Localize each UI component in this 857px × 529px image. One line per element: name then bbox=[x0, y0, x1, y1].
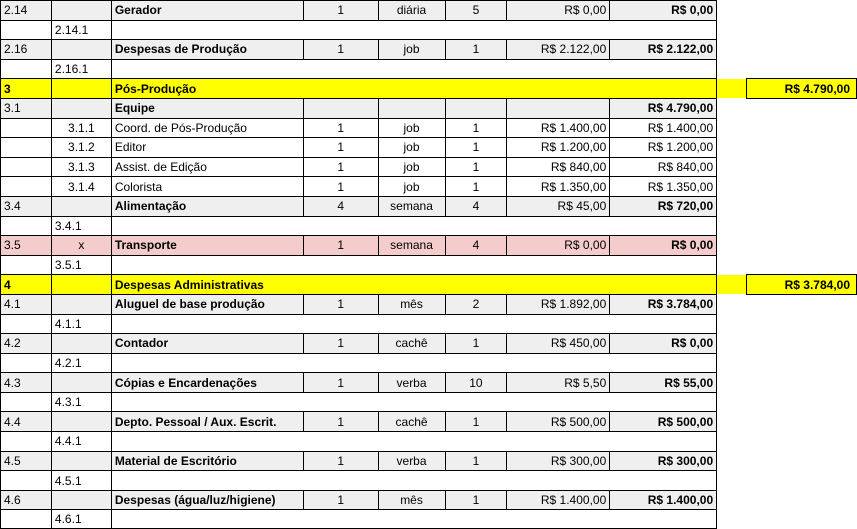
table-row bbox=[1, 432, 857, 452]
table-row bbox=[1, 373, 857, 393]
description-cell[interactable]: Aluguel de base produção bbox=[111, 294, 303, 314]
quantity-cell[interactable] bbox=[303, 98, 378, 118]
line-total-cell[interactable]: R$ 2.122,00 bbox=[610, 40, 717, 60]
spacer-cell[interactable] bbox=[747, 98, 857, 118]
line-total-cell[interactable]: R$ 3.784,00 bbox=[610, 294, 717, 314]
description-cell[interactable]: Colorista bbox=[111, 177, 303, 197]
unit-cell[interactable]: semana bbox=[378, 196, 445, 216]
subcode-cell[interactable]: 3.5.1 bbox=[51, 255, 111, 275]
multiplier-cell[interactable]: 2 bbox=[445, 294, 507, 314]
spacer-cell[interactable] bbox=[717, 138, 747, 158]
section-header-row bbox=[1, 79, 857, 99]
spacer-cell[interactable] bbox=[717, 294, 747, 314]
spacer-cell[interactable] bbox=[747, 1, 857, 21]
unit-cell[interactable]: diária bbox=[378, 1, 445, 21]
spacer-cell[interactable] bbox=[747, 118, 857, 138]
unit-cell[interactable]: cachê bbox=[378, 412, 445, 432]
code-cell[interactable]: 3.4 bbox=[1, 196, 52, 216]
multiplier-cell[interactable]: 1 bbox=[445, 177, 507, 197]
line-total-cell[interactable]: R$ 500,00 bbox=[610, 412, 717, 432]
multiplier-cell[interactable]: 1 bbox=[445, 490, 507, 510]
line-total-cell[interactable]: R$ 840,00 bbox=[610, 157, 717, 177]
code-cell[interactable] bbox=[1, 471, 52, 491]
description-cell[interactable] bbox=[111, 255, 716, 275]
spacer-cell[interactable] bbox=[747, 392, 857, 412]
spacer-cell[interactable] bbox=[717, 40, 747, 60]
section-empty-cell[interactable] bbox=[51, 275, 111, 295]
spacer-cell[interactable] bbox=[747, 196, 857, 216]
code-cell[interactable] bbox=[1, 59, 52, 79]
description-cell[interactable] bbox=[111, 20, 716, 40]
table-row bbox=[1, 392, 857, 412]
table-row bbox=[1, 236, 857, 256]
quantity-cell[interactable]: 1 bbox=[303, 334, 378, 354]
code-cell[interactable]: 2.16 bbox=[1, 40, 52, 60]
table-row bbox=[1, 451, 857, 471]
unit-cell[interactable]: cachê bbox=[378, 334, 445, 354]
description-cell[interactable]: Contador bbox=[111, 334, 303, 354]
spacer-cell[interactable] bbox=[717, 98, 747, 118]
section-title-cell[interactable]: Pós-Produção bbox=[111, 79, 716, 99]
subcode-cell[interactable]: 2.14.1 bbox=[51, 20, 111, 40]
subcode-cell[interactable]: 4.2.1 bbox=[51, 353, 111, 373]
spacer-cell[interactable] bbox=[717, 353, 747, 373]
unit-cell[interactable]: job bbox=[378, 177, 445, 197]
spacer-cell[interactable] bbox=[717, 196, 747, 216]
code-cell[interactable]: 3.5 bbox=[1, 236, 52, 256]
unit-cell[interactable] bbox=[378, 98, 445, 118]
description-cell[interactable]: Coord. de Pós-Produção bbox=[111, 118, 303, 138]
quantity-cell[interactable]: 1 bbox=[303, 40, 378, 60]
subcode-cell[interactable]: 3.4.1 bbox=[51, 216, 111, 236]
subcode-cell[interactable]: 2.16.1 bbox=[51, 59, 111, 79]
unit-price-cell[interactable]: R$ 1.200,00 bbox=[507, 138, 610, 158]
spacer-cell[interactable] bbox=[717, 275, 747, 295]
subcode-cell[interactable]: 3.1.3 bbox=[51, 157, 111, 177]
unit-price-cell[interactable]: R$ 0,00 bbox=[507, 1, 610, 21]
line-total-cell[interactable]: R$ 1.350,00 bbox=[610, 177, 717, 197]
unit-price-cell[interactable]: R$ 45,00 bbox=[507, 196, 610, 216]
code-cell[interactable] bbox=[1, 353, 52, 373]
table-row bbox=[1, 40, 857, 60]
subcode-cell[interactable]: 4.4.1 bbox=[51, 432, 111, 452]
spacer-cell[interactable] bbox=[717, 1, 747, 21]
table-row bbox=[1, 98, 857, 118]
spacer-cell[interactable] bbox=[747, 157, 857, 177]
line-total-cell[interactable]: R$ 720,00 bbox=[610, 196, 717, 216]
code-cell[interactable] bbox=[1, 20, 52, 40]
unit-cell[interactable]: semana bbox=[378, 236, 445, 256]
description-cell[interactable]: Material de Escritório bbox=[111, 451, 303, 471]
spacer-cell[interactable] bbox=[747, 471, 857, 491]
subcode-cell[interactable] bbox=[51, 98, 111, 118]
unit-price-cell[interactable]: R$ 1.350,00 bbox=[507, 177, 610, 197]
unit-price-cell[interactable]: R$ 300,00 bbox=[507, 451, 610, 471]
line-total-cell[interactable]: R$ 0,00 bbox=[610, 334, 717, 354]
table-row bbox=[1, 412, 857, 432]
description-cell[interactable] bbox=[111, 59, 716, 79]
spacer-cell[interactable] bbox=[747, 20, 857, 40]
description-cell[interactable]: Equipe bbox=[111, 98, 303, 118]
description-cell[interactable] bbox=[111, 353, 716, 373]
unit-cell[interactable]: job bbox=[378, 40, 445, 60]
description-cell[interactable]: Assist. de Edição bbox=[111, 157, 303, 177]
multiplier-cell[interactable]: 1 bbox=[445, 138, 507, 158]
unit-price-cell[interactable]: R$ 1.892,00 bbox=[507, 294, 610, 314]
subcode-cell[interactable] bbox=[51, 412, 111, 432]
spacer-cell[interactable] bbox=[717, 471, 747, 491]
line-total-cell[interactable]: R$ 300,00 bbox=[610, 451, 717, 471]
code-cell[interactable]: 4.2 bbox=[1, 334, 52, 354]
subcode-cell[interactable] bbox=[51, 40, 111, 60]
spacer-cell[interactable] bbox=[747, 353, 857, 373]
section-title-cell[interactable]: Despesas Administrativas bbox=[111, 275, 716, 295]
code-cell[interactable] bbox=[1, 255, 52, 275]
code-cell[interactable]: 4.6 bbox=[1, 490, 52, 510]
code-cell[interactable] bbox=[1, 157, 52, 177]
quantity-cell[interactable]: 1 bbox=[303, 157, 378, 177]
table-row bbox=[1, 20, 857, 40]
table-row bbox=[1, 490, 857, 510]
line-total-cell[interactable]: R$ 0,00 bbox=[610, 236, 717, 256]
multiplier-cell[interactable]: 4 bbox=[445, 236, 507, 256]
spacer-cell[interactable] bbox=[717, 314, 747, 334]
section-code-cell[interactable]: 4 bbox=[1, 275, 52, 295]
unit-price-cell[interactable]: R$ 2.122,00 bbox=[507, 40, 610, 60]
spacer-cell[interactable] bbox=[747, 236, 857, 256]
quantity-cell[interactable]: 1 bbox=[303, 373, 378, 393]
multiplier-cell[interactable]: 4 bbox=[445, 196, 507, 216]
spacer-cell[interactable] bbox=[747, 412, 857, 432]
code-cell[interactable]: 4.5 bbox=[1, 451, 52, 471]
line-total-cell[interactable]: R$ 1.200,00 bbox=[610, 138, 717, 158]
spacer-cell[interactable] bbox=[717, 20, 747, 40]
spacer-cell[interactable] bbox=[747, 255, 857, 275]
unit-cell[interactable]: job bbox=[378, 118, 445, 138]
code-cell[interactable]: 3.1 bbox=[1, 98, 52, 118]
subcode-cell[interactable]: 3.1.4 bbox=[51, 177, 111, 197]
spacer-cell[interactable] bbox=[747, 59, 857, 79]
quantity-cell[interactable]: 1 bbox=[303, 294, 378, 314]
spacer-cell[interactable] bbox=[747, 490, 857, 510]
multiplier-cell[interactable]: 1 bbox=[445, 334, 507, 354]
subcode-cell[interactable] bbox=[51, 196, 111, 216]
subcode-cell[interactable] bbox=[51, 1, 111, 21]
quantity-cell[interactable]: 1 bbox=[303, 236, 378, 256]
unit-price-cell[interactable]: R$ 840,00 bbox=[507, 157, 610, 177]
section-code-cell[interactable]: 3 bbox=[1, 79, 52, 99]
line-total-cell[interactable]: R$ 1.400,00 bbox=[610, 490, 717, 510]
spacer-cell[interactable] bbox=[717, 118, 747, 138]
description-cell[interactable]: Editor bbox=[111, 138, 303, 158]
unit-cell[interactable]: job bbox=[378, 157, 445, 177]
subcode-cell[interactable] bbox=[51, 373, 111, 393]
subcode-cell[interactable] bbox=[51, 334, 111, 354]
section-total-cell[interactable]: R$ 3.784,00 bbox=[747, 275, 857, 295]
code-cell[interactable] bbox=[1, 314, 52, 334]
spacer-cell[interactable] bbox=[747, 432, 857, 452]
description-cell[interactable]: Alimentação bbox=[111, 196, 303, 216]
spacer-cell[interactable] bbox=[717, 59, 747, 79]
subcode-cell[interactable]: 4.1.1 bbox=[51, 314, 111, 334]
description-cell[interactable] bbox=[111, 471, 716, 491]
table-row bbox=[1, 118, 857, 138]
spacer-cell[interactable] bbox=[717, 79, 747, 99]
code-cell[interactable] bbox=[1, 392, 52, 412]
description-cell[interactable] bbox=[111, 314, 716, 334]
unit-cell[interactable]: verba bbox=[378, 451, 445, 471]
multiplier-cell[interactable] bbox=[445, 98, 507, 118]
description-cell[interactable] bbox=[111, 392, 716, 412]
spacer-cell[interactable] bbox=[717, 392, 747, 412]
table-row bbox=[1, 59, 857, 79]
spacer-cell[interactable] bbox=[717, 432, 747, 452]
description-cell[interactable] bbox=[111, 216, 716, 236]
table-row bbox=[1, 1, 857, 21]
spacer-cell[interactable] bbox=[747, 138, 857, 158]
subcode-cell[interactable]: x bbox=[51, 236, 111, 256]
multiplier-cell[interactable]: 1 bbox=[445, 412, 507, 432]
spacer-cell[interactable] bbox=[717, 236, 747, 256]
subcode-cell[interactable]: 4.3.1 bbox=[51, 392, 111, 412]
spacer-cell[interactable] bbox=[747, 40, 857, 60]
quantity-cell[interactable]: 1 bbox=[303, 177, 378, 197]
quantity-cell[interactable]: 1 bbox=[303, 138, 378, 158]
subcode-cell[interactable]: 4.6.1 bbox=[51, 510, 111, 529]
line-total-cell[interactable]: R$ 0,00 bbox=[610, 1, 717, 21]
table-row bbox=[1, 471, 857, 491]
table-body bbox=[1, 1, 857, 529]
unit-cell[interactable]: mês bbox=[378, 490, 445, 510]
table-row bbox=[1, 255, 857, 275]
unit-cell[interactable]: mês bbox=[378, 294, 445, 314]
code-cell[interactable]: 4.1 bbox=[1, 294, 52, 314]
spacer-cell[interactable] bbox=[747, 314, 857, 334]
code-cell[interactable]: 4.3 bbox=[1, 373, 52, 393]
code-cell[interactable] bbox=[1, 138, 52, 158]
spacer-cell[interactable] bbox=[717, 216, 747, 236]
table-row bbox=[1, 157, 857, 177]
unit-price-cell[interactable]: R$ 5,50 bbox=[507, 373, 610, 393]
description-cell[interactable]: Despesas (água/luz/higiene) bbox=[111, 490, 303, 510]
table-row bbox=[1, 138, 857, 158]
subcode-cell[interactable]: 3.1.2 bbox=[51, 138, 111, 158]
table-row bbox=[1, 196, 857, 216]
description-cell[interactable]: Depto. Pessoal / Aux. Escrit. bbox=[111, 412, 303, 432]
subcode-cell[interactable]: 3.1.1 bbox=[51, 118, 111, 138]
subcode-cell[interactable] bbox=[51, 451, 111, 471]
table-row bbox=[1, 216, 857, 236]
section-empty-cell[interactable] bbox=[51, 79, 111, 99]
spacer-cell[interactable] bbox=[717, 177, 747, 197]
multiplier-cell[interactable]: 1 bbox=[445, 157, 507, 177]
spacer-cell[interactable] bbox=[717, 157, 747, 177]
description-cell[interactable]: Despesas de Produção bbox=[111, 40, 303, 60]
table-row bbox=[1, 334, 857, 354]
spacer-cell[interactable] bbox=[747, 373, 857, 393]
code-cell[interactable] bbox=[1, 177, 52, 197]
spacer-cell[interactable] bbox=[717, 334, 747, 354]
quantity-cell[interactable]: 1 bbox=[303, 412, 378, 432]
line-total-cell[interactable]: R$ 1.400,00 bbox=[610, 118, 717, 138]
code-cell[interactable] bbox=[1, 432, 52, 452]
unit-price-cell[interactable] bbox=[507, 98, 610, 118]
multiplier-cell[interactable]: 1 bbox=[445, 118, 507, 138]
multiplier-cell[interactable]: 1 bbox=[445, 40, 507, 60]
description-cell[interactable]: Gerador bbox=[111, 1, 303, 21]
code-cell[interactable]: 2.14 bbox=[1, 1, 52, 21]
table-row bbox=[1, 294, 857, 314]
quantity-cell[interactable]: 1 bbox=[303, 1, 378, 21]
multiplier-cell[interactable]: 10 bbox=[445, 373, 507, 393]
unit-price-cell[interactable]: R$ 500,00 bbox=[507, 412, 610, 432]
spacer-cell[interactable] bbox=[717, 490, 747, 510]
unit-cell[interactable]: job bbox=[378, 138, 445, 158]
unit-price-cell[interactable]: R$ 450,00 bbox=[507, 334, 610, 354]
spacer-cell[interactable] bbox=[717, 451, 747, 471]
quantity-cell[interactable]: 1 bbox=[303, 490, 378, 510]
spacer-cell[interactable] bbox=[747, 294, 857, 314]
description-cell[interactable]: Cópias e Encardenações bbox=[111, 373, 303, 393]
table-row bbox=[1, 177, 857, 197]
code-cell[interactable]: 4.4 bbox=[1, 412, 52, 432]
unit-price-cell[interactable]: R$ 0,00 bbox=[507, 236, 610, 256]
multiplier-cell[interactable]: 1 bbox=[445, 451, 507, 471]
section-header-row bbox=[1, 275, 857, 295]
code-cell[interactable] bbox=[1, 118, 52, 138]
section-total-cell[interactable]: R$ 4.790,00 bbox=[747, 79, 857, 99]
spacer-cell[interactable] bbox=[717, 412, 747, 432]
code-cell[interactable] bbox=[1, 216, 52, 236]
unit-price-cell[interactable]: R$ 1.400,00 bbox=[507, 118, 610, 138]
unit-cell[interactable]: verba bbox=[378, 373, 445, 393]
quantity-cell[interactable]: 4 bbox=[303, 196, 378, 216]
line-total-cell[interactable]: R$ 55,00 bbox=[610, 373, 717, 393]
multiplier-cell[interactable]: 5 bbox=[445, 1, 507, 21]
subcode-cell[interactable] bbox=[51, 294, 111, 314]
subcode-cell[interactable] bbox=[51, 490, 111, 510]
spacer-cell[interactable] bbox=[717, 255, 747, 275]
description-cell[interactable]: Transporte bbox=[111, 236, 303, 256]
spacer-cell[interactable] bbox=[747, 334, 857, 354]
spacer-cell[interactable] bbox=[747, 216, 857, 236]
line-total-cell[interactable]: R$ 4.790,00 bbox=[610, 98, 717, 118]
unit-price-cell[interactable]: R$ 1.400,00 bbox=[507, 490, 610, 510]
spacer-cell[interactable] bbox=[747, 177, 857, 197]
quantity-cell[interactable]: 1 bbox=[303, 118, 378, 138]
subcode-cell[interactable]: 4.5.1 bbox=[51, 471, 111, 491]
spacer-cell[interactable] bbox=[747, 451, 857, 471]
description-cell[interactable] bbox=[111, 432, 716, 452]
table-row bbox=[1, 314, 857, 334]
quantity-cell[interactable]: 1 bbox=[303, 451, 378, 471]
spacer-cell[interactable] bbox=[717, 373, 747, 393]
table-row bbox=[1, 353, 857, 373]
